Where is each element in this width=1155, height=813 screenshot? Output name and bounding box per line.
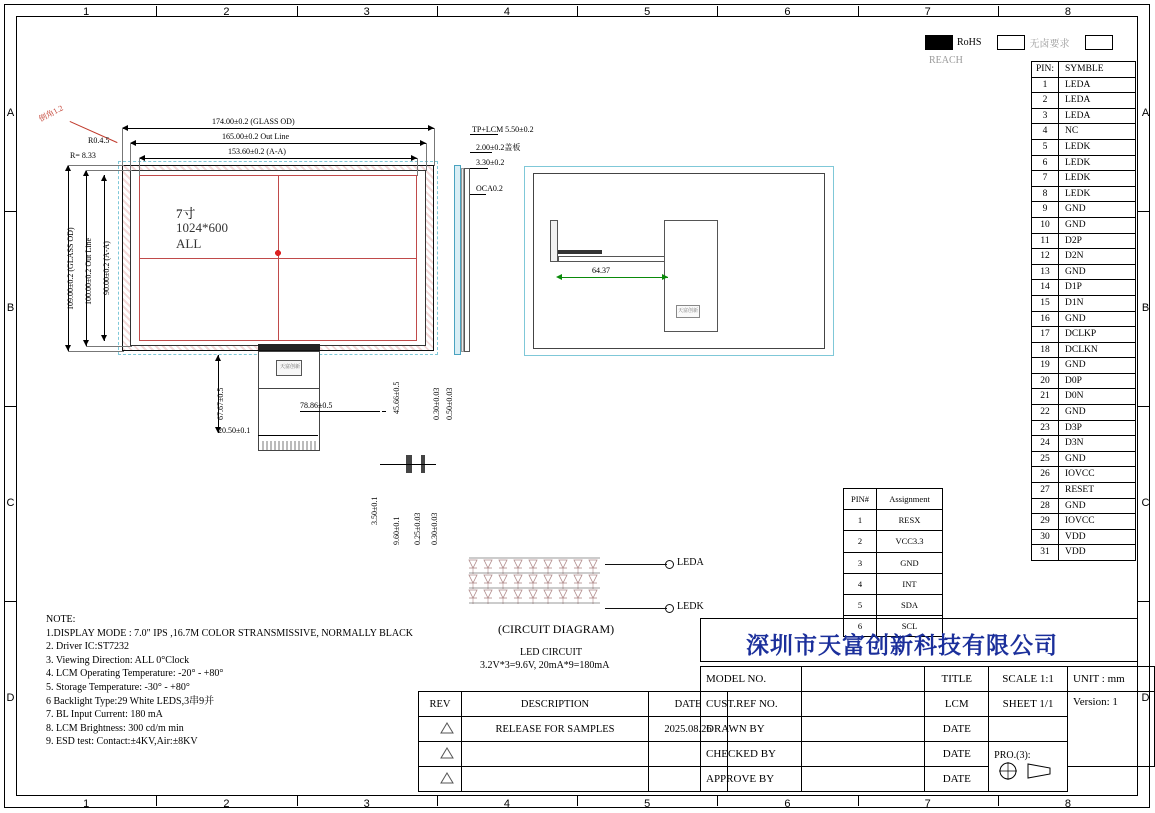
model-no-value[interactable] [802,667,925,692]
led-array [465,556,610,618]
pin-table-row [1032,264,1136,280]
pin-table-row [1032,358,1136,374]
touch-pin-number: 4 [844,573,877,594]
pin-number: 16 [1032,311,1059,327]
touch-fpc-route [558,256,670,262]
dim-line-glass-od [122,128,434,129]
back-view-drawing [520,160,840,370]
pin-number: 19 [1032,358,1059,374]
panel-resolution-label: 1024*600 [176,220,228,235]
pin-symbol: LEDK [1059,155,1136,171]
touch-pin-assignment: GND [877,552,943,573]
pin-number: 11 [1032,233,1059,249]
checked-by-date-label: DATE [925,742,989,767]
rev-description[interactable] [462,767,649,792]
pin-table-row [1032,545,1136,561]
notes-header: NOTE: [46,614,76,625]
column-label-6: 6 [784,6,791,18]
dim-025: 0.25±0.03 [413,512,422,545]
rev-mark[interactable] [419,742,462,767]
pin-number: 22 [1032,405,1059,421]
ledk-label: LEDK [677,601,704,612]
pin-table-row [1032,514,1136,530]
column-label-2: 2 [223,6,230,18]
pin-symbol: LEDK [1059,139,1136,155]
row-divider [5,406,16,407]
dim-line-outline [130,143,426,144]
pin-number: 17 [1032,327,1059,343]
row-divider [1138,211,1149,212]
pin-symbol: LEDA [1059,93,1136,109]
column-divider [156,6,157,16]
led-circuit-diagram [455,548,705,671]
touch-pin-assignment: RESX [877,510,943,531]
pin-table-row [1032,171,1136,187]
dim-glass-od-width: 174.00±0.2 (GLASS OD) [212,117,295,126]
panel-view-label: ALL [176,236,202,251]
row-label-A: A [1141,106,1150,119]
rohs-label: RoHS [957,36,982,48]
dim-350: 3.50±0.1 [370,496,379,525]
backlight-bar [258,344,320,350]
thickness-section-view [440,120,534,370]
touch-pin-row [844,573,943,594]
column-label-7: 7 [924,6,931,18]
rev-mark[interactable] [419,717,462,742]
pin-symbol: LEDK [1059,171,1136,187]
column-divider [998,6,999,16]
reach-checkbox[interactable] [1085,35,1113,50]
cover-glass-layer [454,165,461,355]
dim-7886: 78.86±0.5 [300,401,333,410]
pin-number: 5 [1032,139,1059,155]
column-label-8: 8 [1064,6,1071,18]
pin-number: 27 [1032,483,1059,499]
pin-table-row [1032,108,1136,124]
touch-pin-number: 6 [844,616,877,637]
pin-symbol: D0P [1059,373,1136,389]
pin-symbol: D0N [1059,389,1136,405]
column-divider [717,796,718,806]
pin-table-row [1032,217,1136,233]
pin-symbol: GND [1059,202,1136,218]
column-label-1: 1 [83,6,90,18]
pin-symbol: GND [1059,498,1136,514]
dim-aa-width: 153.60±0.2 (A-A) [228,147,286,156]
rev-row [419,767,728,792]
dim-outline-width: 165.00±0.2 Out Line [222,132,290,141]
pin-table-row [1032,155,1136,171]
leda-wire [605,564,667,565]
pin-number: 29 [1032,514,1059,530]
drawn-by-date-label: DATE [925,717,989,742]
touch-pin-assignment: INT [877,573,943,594]
touch-pin-number: 1 [844,510,877,531]
touch-pin-row [844,531,943,552]
pin-table-row [1032,249,1136,265]
pin-table-row [1032,295,1136,311]
pin-symbol: RESET [1059,483,1136,499]
note-line: 2. Driver IC:ST7232 [46,641,130,653]
title-block-table [700,666,1155,792]
pin-number: 3 [1032,108,1059,124]
pin-symbol: LEDA [1059,108,1136,124]
touch-pin-assignment: VCC3.3 [877,531,943,552]
approve-by-date-label: DATE [925,767,989,792]
pin-number: 13 [1032,264,1059,280]
halogen-checkbox[interactable] [997,35,1025,50]
dim-030b: 0.30±0.03 [430,512,439,545]
pin-symbol: VDD [1059,529,1136,545]
cust-ref-label: CUST.REF NO. [701,692,802,717]
touch-pin-header-pin: PIN# [844,489,877,510]
dim-2050: 20.50±0.1 [218,426,251,435]
touch-pin-number: 3 [844,552,877,573]
dim-oca: OCA0.2 [476,184,503,193]
dim-line-6437 [558,277,668,278]
revision-table [418,691,728,792]
column-label-6: 6 [784,798,791,810]
dim-030a: 0.30±0.03 [432,387,441,420]
projection-cell [989,742,1068,792]
projection-label: PRO.(3): [994,750,1031,761]
pin-number: 10 [1032,217,1059,233]
pin-table-row [1032,280,1136,296]
company-title-box [700,618,1138,662]
column-label-8: 8 [1064,798,1071,810]
pin-symbol: D3P [1059,420,1136,436]
pin-table-header-symbol: SYMBLE [1059,62,1136,78]
pin-table-row [1032,202,1136,218]
note-line: 4. LCM Operating Temperature: -20° - +80° [46,668,224,680]
pin-symbol: GND [1059,358,1136,374]
column-divider [156,796,157,806]
touch-pin-assignment: SDA [877,595,943,616]
pin-table-row [1032,342,1136,358]
pin-number: 21 [1032,389,1059,405]
pin-symbol: IOVCC [1059,467,1136,483]
rev-header-desc: DESCRIPTION [462,692,649,717]
dim-line-aa [139,158,417,159]
corner-radius-1: R0.4.5 [88,136,110,145]
row-label-B: B [6,301,15,314]
rev-date[interactable]: 2025.08.26 [649,717,728,742]
pin-symbol: LEDK [1059,186,1136,202]
column-label-3: 3 [363,6,370,18]
pin-table-row [1032,389,1136,405]
touch-pin-row [844,552,943,573]
column-label-4: 4 [503,6,510,18]
pin-table-row [1032,327,1136,343]
pin-symbol: LEDA [1059,77,1136,93]
pin-number: 15 [1032,295,1059,311]
pin-symbol: DCLKN [1059,342,1136,358]
pin-assignment-table [1031,61,1136,561]
pin-number: 6 [1032,155,1059,171]
lcm-label: LCM [925,692,989,717]
touch-fpc-logo-label: 天富创新 [678,309,699,314]
pin-number: 23 [1032,420,1059,436]
approve-by-value[interactable] [802,767,925,792]
version-label: Version: 1 [1067,692,1154,767]
row-divider [1138,406,1149,407]
note-line: 6 Backlight Type:29 White LEDS,3串9并 [46,695,215,707]
pin-symbol: D1P [1059,280,1136,296]
title-label: TITLE [925,667,989,692]
title-block [700,666,1155,792]
column-label-3: 3 [363,798,370,810]
column-divider [437,796,438,806]
rev-description[interactable]: RELEASE FOR SAMPLES [462,717,649,742]
back-fpc-band [558,250,602,254]
pin-symbol: GND [1059,264,1136,280]
row-label-D: D [1141,691,1150,704]
leda-label: LEDA [677,557,704,568]
drawn-by-date-value[interactable] [989,717,1068,742]
pin-number: 8 [1032,186,1059,202]
pin-table-row [1032,436,1136,452]
dim-line-tp-lcm [470,134,498,135]
pin-symbol: IOVCC [1059,514,1136,530]
pin-table-row [1032,420,1136,436]
rev-header-date: DATE [649,692,728,717]
column-label-5: 5 [644,6,651,18]
dim-outline-height: 100.00±0.2 Out Line [84,237,93,305]
touch-pin-assignment: SCL [877,616,943,637]
rohs-checkbox[interactable] [925,35,953,50]
note-line: 3. Viewing Direction: ALL 0°Clock [46,654,190,666]
note-line: 8. LCM Brightness: 300 cd/m min [46,722,184,734]
pin-number: 7 [1032,171,1059,187]
pin-table-row [1032,405,1136,421]
chamfer-note: 倒角1.2 [37,103,65,124]
rev-row [419,742,728,767]
pin-symbol: GND [1059,311,1136,327]
detail-dim-line [380,464,436,465]
row-divider [5,601,16,602]
pin-table-row [1032,186,1136,202]
pin-symbol: NC [1059,124,1136,140]
pin-table-row [1032,233,1136,249]
led-circuit-title: LED CIRCUIT [520,647,582,658]
pin-number: 14 [1032,280,1059,296]
note-line: 9. ESD test: Contact:±4KV,Air:±8KV [46,736,198,748]
dim-960: 9.60±0.1 [392,516,401,545]
pin-symbol: VDD [1059,545,1136,561]
drawn-by-value[interactable] [802,717,925,742]
pin-number: 18 [1032,342,1059,358]
column-divider [297,6,298,16]
corner-radius-2: R= 8.33 [70,151,96,160]
row-label-C: C [6,496,15,509]
pin-table-row [1032,467,1136,483]
pin-table-row [1032,373,1136,389]
company-name: 深圳市天富创新科技有限公司 [746,633,1058,659]
model-no-label: MODEL NO. [701,667,802,692]
reach-label: REACH [929,54,963,66]
revision-triangle-icon [434,722,446,732]
dim-line-7886 [300,411,380,412]
rev-row [419,717,728,742]
dim-4566: 45.66±0.5 [392,381,401,414]
row-divider [1138,601,1149,602]
note-line: 5. Storage Temperature: -30° - +80° [46,681,190,693]
column-divider [998,796,999,806]
pin-symbol: D3N [1059,436,1136,452]
dim-line-oca [470,194,486,195]
pin-number: 24 [1032,436,1059,452]
pin-number: 28 [1032,498,1059,514]
pin-table-row [1032,483,1136,499]
pin-table-row [1032,139,1136,155]
revision-triangle-icon [434,772,446,782]
row-divider [5,211,16,212]
halogen-label: 无卤要求 [1029,38,1070,50]
ledk-terminal [665,604,674,613]
pin-number: 25 [1032,451,1059,467]
column-label-1: 1 [83,798,90,810]
dim-aa-height: 90.00±0.2 (A-A) [102,241,111,295]
row-label-C: C [1141,496,1150,509]
pin-number: 12 [1032,249,1059,265]
unit-label: UNIT : mm [1067,667,1154,692]
pin-number: 20 [1032,373,1059,389]
notes-block [46,613,413,749]
dim-cover: 2.00±0.2盖板 [476,143,521,152]
pin-number: 2 [1032,93,1059,109]
pin-table-row [1032,498,1136,514]
lcm-layer [464,168,470,352]
column-label-4: 4 [503,798,510,810]
drawn-by-label: DRAWN BY [701,717,802,742]
dim-6437: 64.37 [592,266,610,275]
revision-triangle-icon [434,747,446,757]
scale-label: SCALE 1:1 [989,667,1068,692]
touch-pin-assignment-table [843,488,943,637]
column-divider [717,6,718,16]
checked-by-label: CHECKED BY [701,742,802,767]
pin-symbol: GND [1059,451,1136,467]
touch-pin-number: 2 [844,531,877,552]
rohs-legend [925,33,1130,66]
column-divider [858,6,859,16]
pin-table-row [1032,124,1136,140]
dim-tp-lcm: TP+LCM 5.50±0.2 [472,125,534,134]
pin-symbol: D2P [1059,233,1136,249]
touch-pin-row [844,595,943,616]
led-circuit-spec: 3.2V*3=9.6V, 20mA*9=180mA [480,660,610,671]
cust-ref-value[interactable] [802,692,925,717]
touch-pin-row [844,510,943,531]
column-divider [858,796,859,806]
touch-fpc-vertical [550,220,558,262]
pin-number: 26 [1032,467,1059,483]
led-array-svg [465,556,610,613]
pin-number: 4 [1032,124,1059,140]
pin-table-row [1032,529,1136,545]
dim-050: 0.50±0.03 [445,387,454,420]
dim-6767: 67.67±0.5 [216,387,225,420]
pin-table-row [1032,451,1136,467]
pin-symbol: DCLKP [1059,327,1136,343]
dim-line-lcm-thickness [470,168,488,169]
dim-glass-od-height: 109.00±0.2 (GLASS OD) [66,227,75,310]
pin-symbol: D1N [1059,295,1136,311]
column-divider [577,6,578,16]
ledk-wire [605,608,667,609]
column-label-7: 7 [924,798,931,810]
fpc-gold-fingers [262,441,316,450]
pin-symbol: GND [1059,217,1136,233]
checked-by-value[interactable] [802,742,925,767]
column-divider [297,796,298,806]
touch-pin-header-assign: Assignment [877,489,943,510]
touch-pin-number: 5 [844,595,877,616]
pin-table-row [1032,311,1136,327]
note-line: 1.DISPLAY MODE : 7.0" IPS ,16.7M COLOR STRANSMISSIVE, NORMALLY BLACK [46,627,414,639]
approve-by-label: APPROVE BY [701,767,802,792]
pin-table-row [1032,93,1136,109]
dim-line-4566 [382,411,386,412]
column-label-2: 2 [223,798,230,810]
rev-header-rev: REV [419,692,462,717]
panel-size-label: 7寸 [176,206,196,221]
sheet-label: SHEET 1/1 [989,692,1068,717]
row-label-A: A [6,106,15,119]
column-divider [437,6,438,16]
pin-table-row [1032,77,1136,93]
column-label-5: 5 [644,798,651,810]
pin-number: 9 [1032,202,1059,218]
fpc-ic-label: 天富创新 [280,365,301,370]
pin-number: 31 [1032,545,1059,561]
note-line: 7. BL Input Current: 180 mA [46,709,163,721]
dim-lcm-thickness: 3.30±0.2 [476,158,505,167]
row-label-D: D [6,691,15,704]
rev-description[interactable] [462,742,649,767]
leda-terminal [665,560,674,569]
touch-panel-outline [118,161,438,355]
pin-table-header-pin: PIN: [1032,62,1059,78]
pin-number: 1 [1032,77,1059,93]
column-divider [577,796,578,806]
pin-symbol: D2N [1059,249,1136,265]
pin-number: 30 [1032,529,1059,545]
rev-mark[interactable] [419,767,462,792]
projection-symbol-icon [998,761,1058,784]
dim-line-2050 [258,435,318,436]
circuit-diagram-caption: (CIRCUIT DIAGRAM) [498,622,615,636]
row-label-B: B [1141,301,1150,314]
pin-symbol: GND [1059,405,1136,421]
